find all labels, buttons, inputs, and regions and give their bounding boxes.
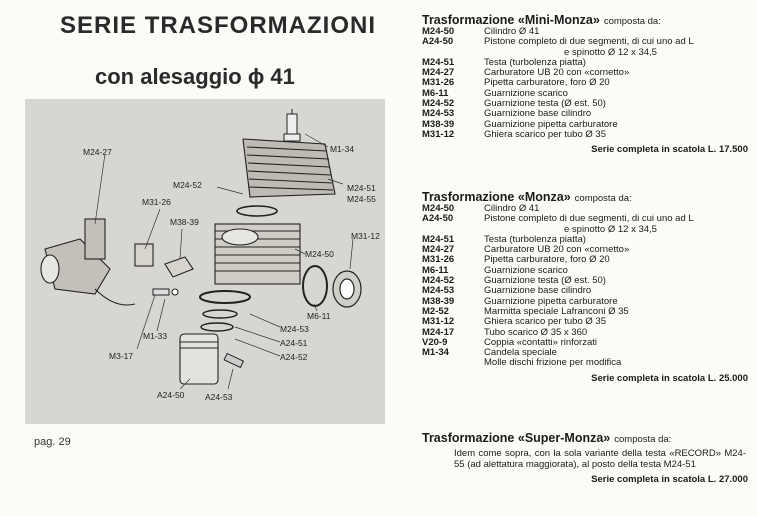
part-code: V20-9	[422, 336, 448, 348]
part-description: Guarnizione pipetta carburatore	[484, 295, 618, 307]
part-description: Guarnizione scarico	[484, 264, 568, 276]
section-super-monza	[422, 431, 750, 485]
parts-list	[422, 27, 750, 140]
page-number: pag. 29	[34, 436, 71, 448]
callout-m24-55: M24-55	[347, 194, 376, 204]
part-code: M24-27	[422, 67, 455, 79]
part-description: Tubo scarico Ø 35 x 360	[484, 326, 588, 338]
section-title-text: Trasformazione «Mini-Monza»	[422, 13, 600, 27]
callout-a24-52: A24-52	[280, 352, 308, 362]
part-description: Pistone completo di due segmenti, di cui uno ad L	[484, 213, 694, 225]
section-title	[422, 13, 750, 27]
part-code: M2-52	[422, 305, 449, 317]
section-total: Serie completa in scatola L. 17.500	[591, 144, 748, 156]
part-code: M24-51	[422, 233, 455, 245]
callout-m24-53: M24-53	[280, 324, 309, 334]
part-code: M38-39	[422, 295, 455, 307]
part-row	[422, 78, 750, 88]
section-title-tail: composta da:	[614, 434, 672, 445]
part-code: M24-53	[422, 285, 455, 297]
part-description: Testa (turbolenza piatta)	[484, 233, 586, 245]
part-description: Guarnizione testa (Ø est. 50)	[484, 98, 606, 110]
part-description: Cilindro Ø 41	[484, 203, 540, 214]
callout-m38-39: M38-39	[170, 217, 199, 227]
part-description: e spinotto Ø 12 x 34,5	[564, 46, 657, 58]
part-description: Guarnizione base cilindro	[484, 285, 592, 297]
callout-m24-52-top: M24-52	[173, 180, 202, 190]
part-description: Cilindro Ø 41	[484, 26, 540, 37]
part-row	[422, 358, 750, 368]
part-code: A24-50	[422, 36, 454, 48]
section-monza	[422, 190, 750, 384]
part-row	[422, 48, 750, 58]
section-title-text: Trasformazione «Super-Monza»	[422, 431, 611, 445]
part-code: M38-39	[422, 118, 455, 130]
part-code: M24-50	[422, 26, 455, 37]
part-description: e spinotto Ø 12 x 34,5	[564, 223, 657, 235]
section-title-tail: composta da:	[603, 16, 661, 27]
part-description: Guarnizione pipetta carburatore	[484, 118, 618, 130]
callout-m1-33: M1-33	[143, 331, 168, 341]
section-title-text: Trasformazione «Monza»	[422, 190, 571, 204]
part-code: M24-50	[422, 203, 455, 214]
part-description: Carburatore UB 20 con «cornetto»	[484, 244, 630, 256]
part-description: Marmitta speciale Lafranconi Ø 35	[484, 305, 629, 317]
parts-list	[422, 204, 750, 369]
part-code: M24-51	[422, 56, 455, 68]
part-code: M24-52	[422, 275, 455, 287]
part-code: M6-11	[422, 87, 449, 99]
callout-m24-50: M24-50	[305, 249, 334, 259]
callout-m24-51: M24-51	[347, 183, 376, 193]
part-description: Guarnizione base cilindro	[484, 108, 592, 120]
part-code: M24-52	[422, 98, 455, 110]
section-title	[422, 190, 750, 204]
part-row	[422, 338, 750, 348]
section-title	[422, 431, 750, 445]
part-row	[422, 255, 750, 265]
exploded-diagram	[25, 99, 385, 424]
callout-m1-34: M1-34	[330, 144, 355, 154]
catalog-subtitle: con alesaggio ϕ 41	[95, 64, 295, 89]
part-code: M24-17	[422, 326, 455, 338]
part-description: Pipetta carburatore, foro Ø 20	[484, 77, 610, 89]
callout-a24-50: A24-50	[157, 390, 185, 400]
section-note: Idem come sopra, con la sola variante della testa «RECORD» M24-55 (ad alettatura maggiorata), al posto della testa M24-51	[454, 448, 746, 470]
part-code: M24-27	[422, 244, 455, 256]
section-total: Serie completa in scatola L. 25.000	[591, 372, 748, 384]
callout-m31-26: M31-26	[142, 197, 171, 207]
part-code: M31-26	[422, 77, 455, 89]
callout-m3-17: M3-17	[109, 351, 134, 361]
part-code: M31-12	[422, 316, 455, 328]
section-title-tail: composta da:	[574, 193, 632, 204]
part-description: Guarnizione scarico	[484, 87, 568, 99]
part-code	[422, 358, 484, 368]
catalog-title: SERIE TRASFORMAZIONI	[60, 12, 377, 39]
part-code: M6-11	[422, 264, 449, 276]
part-description: Pipetta carburatore, foro Ø 20	[484, 254, 610, 266]
callout-a24-53: A24-53	[205, 392, 233, 402]
part-description: Testa (turbolenza piatta)	[484, 56, 586, 68]
callout-m31-12: M31-12	[351, 231, 380, 241]
callout-m6-11: M6-11	[307, 311, 331, 321]
part-code: M31-12	[422, 128, 455, 140]
part-row	[422, 130, 750, 140]
callout-m24-27: M24-27	[83, 147, 112, 157]
section-mini-monza	[422, 13, 750, 155]
part-description: Molle dischi frizione per modifica	[484, 357, 622, 369]
part-description: Ghiera scarico per tubo Ø 35	[484, 128, 606, 140]
part-code: A24-50	[422, 213, 454, 225]
part-description: Pistone completo di due segmenti, di cui uno ad L	[484, 36, 694, 48]
callout-a24-51: A24-51	[280, 338, 308, 348]
part-description: Carburatore UB 20 con «cornetto»	[484, 67, 630, 79]
part-description: Candela speciale	[484, 347, 557, 359]
part-description: Coppia «contatti» rinforzati	[484, 336, 598, 348]
part-code: M1-34	[422, 347, 449, 359]
part-row	[422, 225, 750, 235]
part-description: Guarnizione testa (Ø est. 50)	[484, 275, 606, 287]
section-total: Serie completa in scatola L. 27.000	[591, 474, 748, 485]
part-code: M31-26	[422, 254, 455, 266]
part-code: M24-53	[422, 108, 455, 120]
part-description: Ghiera scarico per tubo Ø 35	[484, 316, 606, 328]
